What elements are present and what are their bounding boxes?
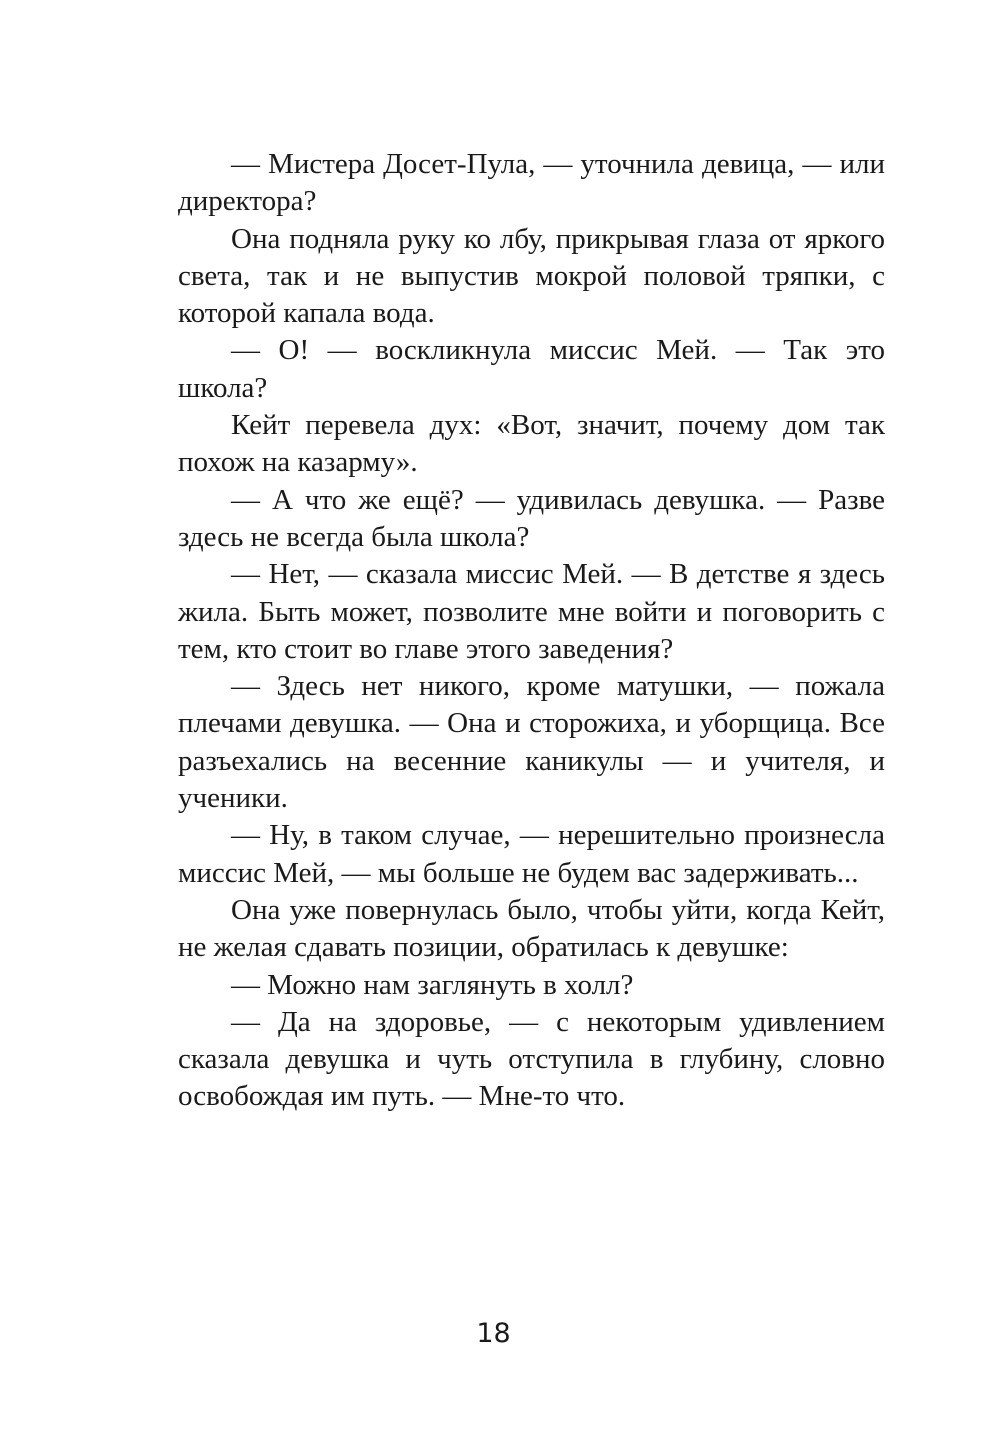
paragraph: — Нет, — сказала миссис Мей. — В детстве я здесь жила. Быть может, позволите мне войти и поговорить с тем, кто стоит во главе этого заведения?: [178, 558, 885, 665]
paragraph: — Можно нам заглянуть в холл?: [231, 968, 634, 1001]
paragraph: — Здесь нет никого, кроме матушки, — пожала плечами девушка. — Она и сторожиха, и уборщица. Все разъехались на весенние каникулы — и учителя, и ученики.: [178, 670, 885, 815]
paragraph: Кейт перевела дух: «Вот, значит, почему дом так похож на казарму».: [178, 409, 885, 479]
paragraph: — А что же ещё? — удивилась девушка. — Разве здесь не всегда была школа?: [178, 483, 885, 553]
body-text: [178, 146, 885, 1116]
paragraph: — Да на здоровье, — с некоторым удивлением сказала девушка и чуть отступила в глубину, словно освобождая им путь. — Мне-то что.: [178, 1005, 885, 1113]
paragraph: — Мистера Досет-Пула, — уточнила девица, — или директора?: [178, 148, 885, 218]
paragraph: — Ну, в таком случае, — нерешительно произнесла миссис Мей, — мы больше не будем вас задерживать...: [178, 819, 885, 889]
page-number: 18: [476, 1318, 511, 1349]
paragraph: Она уже повернулась было, чтобы уйти, когда Кейт, не желая сдавать позиции, обратилась к девушке:: [178, 893, 885, 964]
paragraph: — О! — воскликнула миссис Мей. — Так это школа?: [178, 334, 885, 404]
paragraph: Она подняла руку ко лбу, прикрывая глаза от яркого света, так и не выпустив мокрой половой тряпки, с которой капала вода.: [178, 222, 885, 330]
